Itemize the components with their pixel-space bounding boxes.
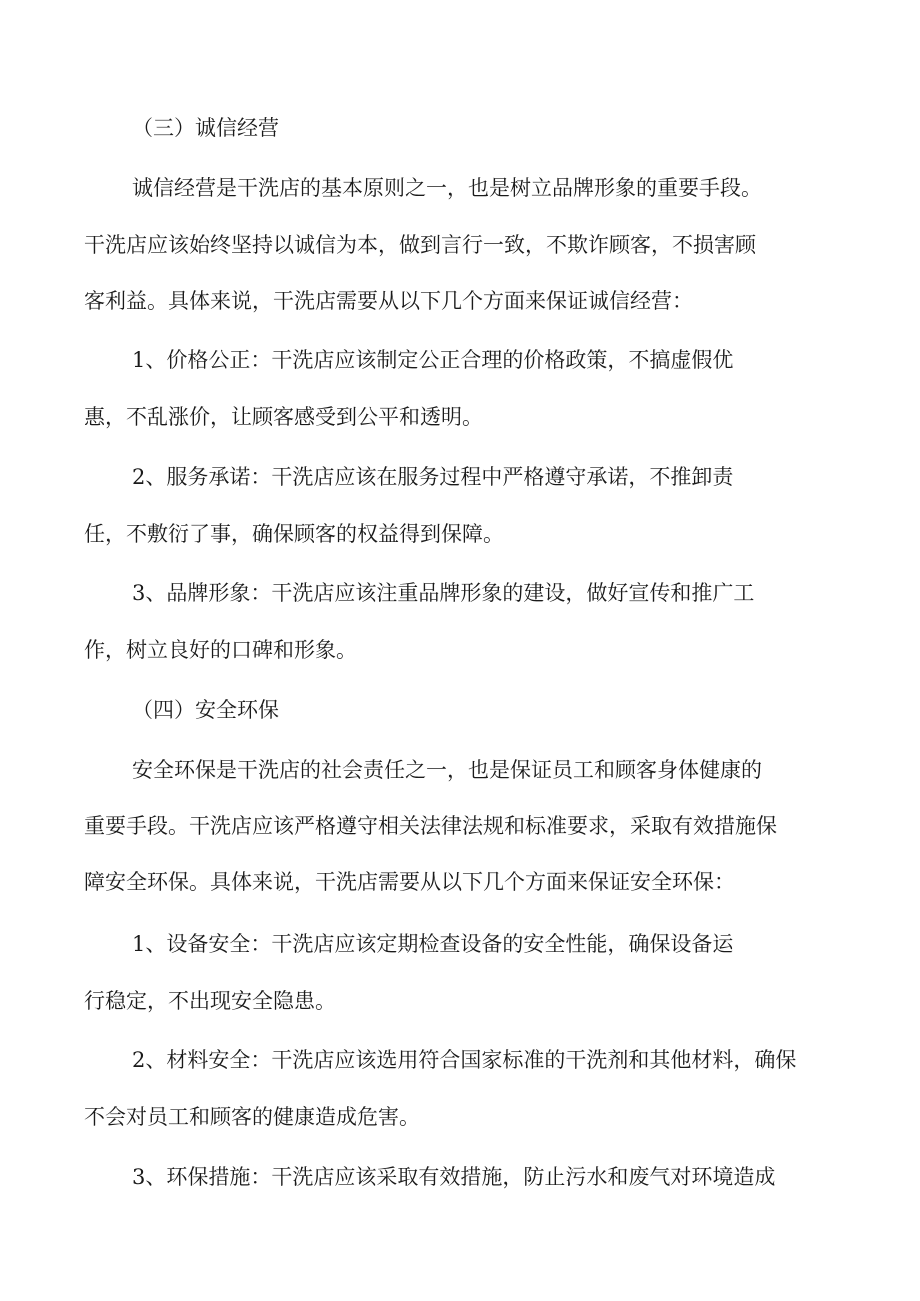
paragraph-line: 客利益。具体来说，干洗店需要从以下几个方面来保证诚信经营： (84, 289, 693, 313)
list-item-line: 行稳定，不出现安全隐患。 (84, 989, 336, 1013)
list-item-line: 惠，不乱涨价，让顾客感受到公平和透明。 (84, 405, 483, 429)
list-item-line: 作，树立良好的口碑和形象。 (84, 638, 357, 662)
paragraph-line: 重要手段。干洗店应该严格遵守相关法律法规和标准要求，采取有效措施保 (84, 814, 777, 838)
list-item-line: 任，不敷衍了事，确保顾客的权益得到保障。 (84, 522, 504, 546)
list-item-line: 2、材料安全：干洗店应该选用符合国家标准的干洗剂和其他材料，确保 (132, 1048, 797, 1072)
paragraph-line: 干洗店应该始终坚持以诚信为本，做到言行一致，不欺诈顾客，不损害顾 (84, 233, 756, 257)
section-heading: （四）安全环保 (132, 698, 279, 722)
paragraph-line: 安全环保是干洗店的社会责任之一，也是保证员工和顾客身体健康的 (132, 758, 762, 782)
list-item-line: 3、品牌形象：干洗店应该注重品牌形象的建设，做好宣传和推广工 (132, 581, 755, 605)
list-item-line: 3、环保措施：干洗店应该采取有效措施，防止污水和废气对环境造成 (132, 1165, 776, 1189)
paragraph-line: 障安全环保。具体来说，干洗店需要从以下几个方面来保证安全环保： (84, 870, 735, 894)
list-item-line: 不会对员工和顾客的健康造成危害。 (84, 1105, 420, 1129)
list-item-line: 1、设备安全：干洗店应该定期检查设备的安全性能，确保设备运 (132, 932, 734, 956)
list-item-line: 2、服务承诺：干洗店应该在服务过程中严格遵守承诺，不推卸责 (132, 465, 734, 489)
paragraph-line: 诚信经营是干洗店的基本原则之一，也是树立品牌形象的重要手段。 (132, 176, 762, 200)
section-heading: （三）诚信经营 (132, 116, 279, 140)
list-item-line: 1、价格公正：干洗店应该制定公正合理的价格政策，不搞虚假优 (132, 348, 734, 372)
